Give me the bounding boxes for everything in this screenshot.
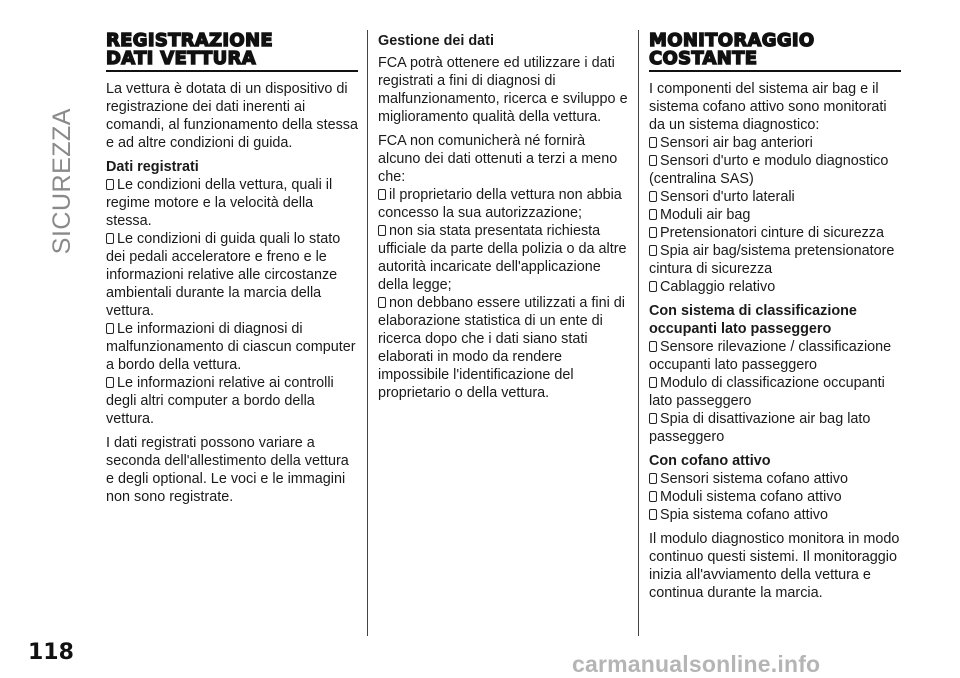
list-item-text: Le informazioni relative ai controlli degli altri computer a bordo della vettura. [106, 375, 334, 427]
section-title-line2: DATI VETTURA [106, 48, 256, 69]
bullet-icon [649, 137, 657, 148]
list-item [649, 224, 901, 242]
list-item [649, 374, 901, 410]
subheading: Con cofano attivo [649, 453, 771, 469]
list-item [106, 230, 358, 320]
bullet-icon [649, 209, 657, 220]
section-title-line2: COSTANTE [649, 48, 758, 69]
column-divider-2 [638, 30, 639, 636]
subheading: Gestione dei dati [378, 33, 494, 49]
bullet-icon [649, 413, 657, 424]
list-item-text: Spia di disattivazione air bag lato passeggero [649, 411, 871, 445]
column-constant-monitoring [649, 32, 901, 608]
bullet-icon [649, 473, 657, 484]
list-item-text: Pretensionatori cinture di sicurezza [660, 225, 884, 241]
list-item [106, 374, 358, 428]
bullet-icon [378, 297, 386, 308]
bullet-icon [106, 323, 114, 334]
list-item-text: Le informazioni di diagnosi di malfunzionamento di ciascun computer a bordo della vettura. [106, 321, 356, 373]
list-item [649, 488, 901, 506]
list-item [649, 242, 901, 278]
list-item-text: non debbano essere utilizzati a fini di elaborazione statistica di un ente di ricerca dopo che i dati siano stati elaborati in modo da rendere impossibile l'identificazione del proprietario o della vettura. [378, 295, 625, 401]
bullet-icon [649, 245, 657, 256]
list-item-text: Modulo di classificazione occupanti lato passeggero [649, 375, 885, 409]
list-item-text: Le condizioni della vettura, quali il regime motore e la velocità della stessa. [106, 177, 333, 229]
section-title-line1: MONITORAGGIO [649, 30, 815, 51]
intro-paragraph: I componenti del sistema air bag e il sistema cofano attivo sono monitorati da un sistema diagnostico: [649, 81, 887, 133]
list-item [649, 470, 901, 488]
column-divider-1 [367, 30, 368, 636]
closing-paragraph: I dati registrati possono variare a seconda dell'allestimento della vettura e degli optional. Le voci e le immagini non sono registrate. [106, 435, 349, 505]
section-side-label: SICUREZZA [48, 108, 76, 255]
bullet-icon [378, 189, 386, 200]
list-item-text: Cablaggio relativo [660, 279, 776, 295]
title-underline [649, 70, 901, 72]
list-item [649, 134, 901, 152]
list-item [649, 410, 901, 446]
list-item [649, 278, 901, 296]
list-item-text: Sensori sistema cofano attivo [660, 471, 848, 487]
list-item [649, 188, 901, 206]
list-item [649, 152, 901, 188]
paragraph: FCA non comunicherà né fornirà alcuno dei dati ottenuti a terzi a meno che: [378, 133, 618, 185]
list-item [649, 338, 901, 374]
bullet-icon [649, 191, 657, 202]
bullet-icon [106, 377, 114, 388]
bullet-icon [649, 227, 657, 238]
bullet-icon [106, 233, 114, 244]
section-title-line1: REGISTRAZIONE [106, 30, 273, 51]
list-item-text: Sensore rilevazione / classificazione occupanti lato passeggero [649, 339, 892, 373]
list-item-text: Spia air bag/sistema pretensionatore cintura di sicurezza [649, 243, 895, 277]
bullet-icon [649, 341, 657, 352]
list-item-text: Moduli air bag [660, 207, 751, 223]
list-item-text: Sensori air bag anteriori [660, 135, 813, 151]
list-item-text: Sensori d'urto e modulo diagnostico (centralina SAS) [649, 153, 889, 187]
subheading: Con sistema di classificazione occupanti lato passeggero [649, 303, 857, 337]
list-item [649, 506, 901, 524]
list-item [106, 320, 358, 374]
list-item-text: Sensori d'urto laterali [660, 189, 795, 205]
list-item [378, 186, 628, 222]
list-item-text: non sia stata presentata richiesta ufficiale da parte della polizia o da altre autorità incaricate dell'applicazione della legge; [378, 223, 627, 293]
bullet-icon [649, 509, 657, 520]
closing-paragraph: Il modulo diagnostico monitora in modo continuo questi sistemi. Il monitoraggio inizia all'avviamento della vettura e continua durante la marcia. [649, 531, 900, 601]
column-data-management [378, 32, 628, 402]
bullet-icon [378, 225, 386, 236]
bullet-icon [649, 155, 657, 166]
column-data-recording [106, 32, 358, 512]
bullet-icon [649, 491, 657, 502]
list-item [649, 206, 901, 224]
subheading: Dati registrati [106, 159, 199, 175]
list-item-text: Spia sistema cofano attivo [660, 507, 828, 523]
page-number: 118 [28, 640, 74, 665]
paragraph: FCA potrà ottenere ed utilizzare i dati registrati a fini di diagnosi di malfunzionamento, ricerca e sviluppo e miglioramento qualità della vettura. [378, 55, 628, 125]
list-item-text: Moduli sistema cofano attivo [660, 489, 842, 505]
list-item [378, 222, 628, 294]
bullet-icon [649, 281, 657, 292]
list-item-text: il proprietario della vettura non abbia concesso la sua autorizzazione; [378, 187, 622, 221]
bullet-icon [649, 377, 657, 388]
list-item-text: Le condizioni di guida quali lo stato dei pedali acceleratore e freno e le informazioni relative alle circostanze ambientali durante la marcia della vettura. [106, 231, 341, 319]
watermark: carmanualsonline.info [572, 651, 821, 677]
title-underline [106, 70, 358, 72]
list-item [106, 176, 358, 230]
intro-paragraph: La vettura è dotata di un dispositivo di registrazione dei dati inerenti ai comandi, al funzionamento della stessa e ad altre condizioni di guida. [106, 81, 358, 151]
bullet-icon [106, 179, 114, 190]
list-item [378, 294, 628, 402]
